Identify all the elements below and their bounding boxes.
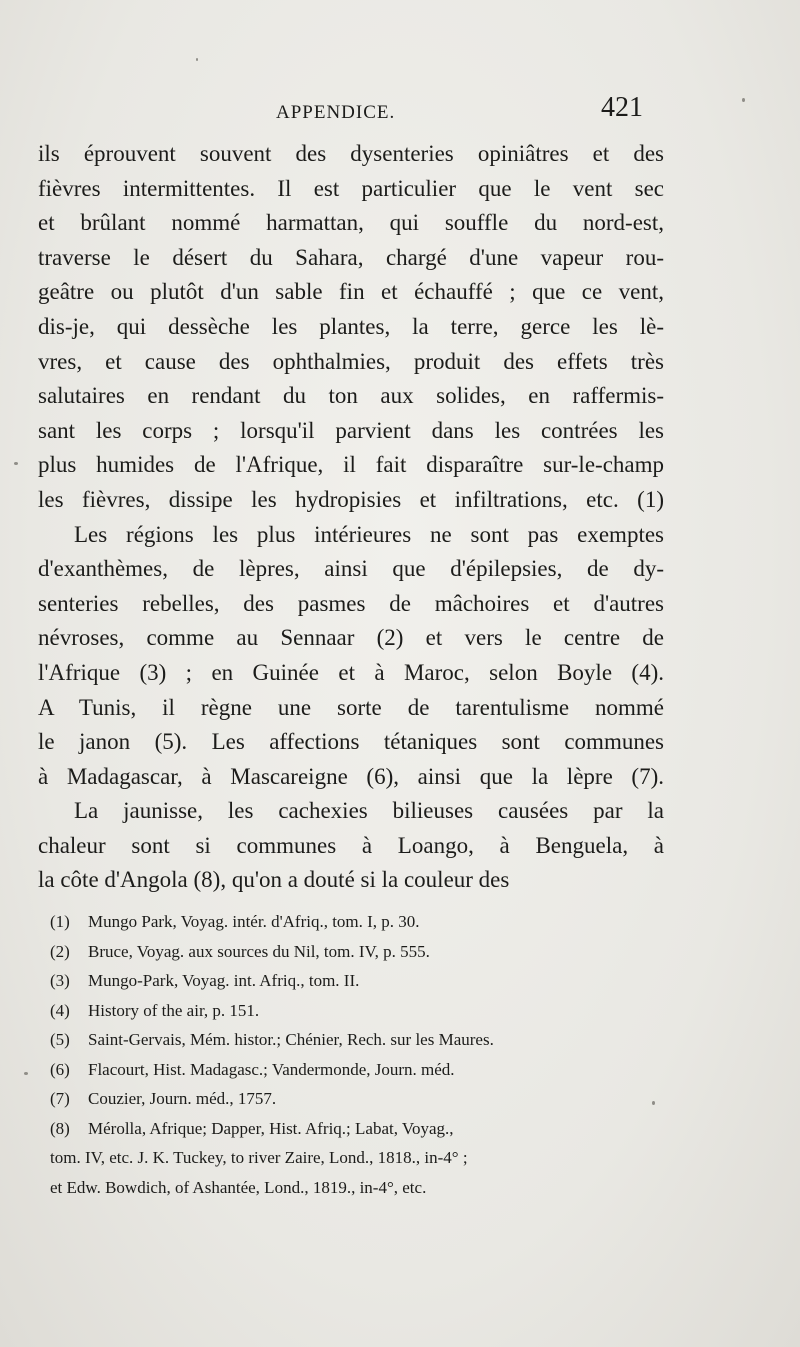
- footnote-number: (2): [50, 941, 70, 961]
- body-line: à Madagascar, à Mascareigne (6), ainsi que la lèpre (7).: [38, 763, 664, 789]
- body-line: l'Afrique (3) ; en Guinée et à Maroc, selon Boyle (4).: [38, 659, 664, 685]
- footnote: [50, 1114, 668, 1144]
- footnote: [50, 1084, 668, 1114]
- body-line: traverse le désert du Sahara, chargé d'une vapeur rou-: [38, 244, 664, 270]
- paper-speck: [196, 58, 198, 61]
- footnote-number: (7): [50, 1089, 70, 1108]
- footnote-text: Flacourt, Hist. Madagasc.; Vandermonde, Journ. méd.: [88, 1059, 455, 1079]
- body-line: fièvres intermittentes. Il est particulier que le vent sec: [38, 175, 664, 201]
- running-head-title: APPENDICE.: [276, 102, 396, 123]
- footnote-number: (6): [50, 1059, 70, 1079]
- footnote-text: Saint-Gervais, Mém. histor.; Chénier, Rech. sur les Maures.: [88, 1030, 494, 1049]
- body-line: vres, et cause des ophthalmies, produit des effets très: [38, 348, 664, 374]
- footnote-text: Mungo Park, Voyag. intér. d'Afriq., tom. I, p. 30.: [88, 912, 420, 931]
- footnote: [50, 907, 668, 937]
- footnote: [50, 966, 668, 996]
- footnote-text: Bruce, Voyag. aux sources du Nil, tom. IV, p. 555.: [88, 941, 430, 961]
- body-line: d'exanthèmes, de lèpres, ainsi que d'épilepsies, de dy-: [38, 556, 664, 582]
- footnote-number: (1): [50, 912, 70, 931]
- body-line: Les régions les plus intérieures ne sont pas exemptes: [74, 521, 664, 547]
- body-line: dis-je, qui dessèche les plantes, la terre, gerce les lè-: [38, 313, 664, 339]
- footnote-text: History of the air, p. 151.: [88, 1000, 260, 1020]
- body-line: La jaunisse, les cachexies bilieuses causées par la: [74, 798, 664, 824]
- paper-speck: [24, 1072, 28, 1075]
- body-line: sant les corps ; lorsqu'il parvient dans les contrées les: [38, 417, 664, 443]
- body-line: plus humides de l'Afrique, il fait disparaître sur-le-champ: [38, 452, 664, 478]
- running-head: [0, 92, 800, 138]
- body-line: A Tunis, il règne une sorte de tarentulisme nommé: [38, 694, 664, 720]
- paper-speck: [652, 1101, 655, 1105]
- footnote-number: (8): [50, 1118, 70, 1138]
- body-text: [38, 137, 664, 898]
- footnote: [50, 996, 668, 1026]
- body-line: geâtre ou plutôt d'un sable fin et échauffé ; que ce vent,: [38, 279, 664, 305]
- body-line: senteries rebelles, des pasmes de mâchoires et d'autres: [38, 590, 664, 616]
- page-number: 421: [601, 92, 643, 123]
- footnote-number: (5): [50, 1030, 70, 1049]
- footnote-number: (4): [50, 1000, 70, 1020]
- footnotes: [50, 907, 668, 1202]
- footnote: [50, 1025, 668, 1055]
- footnote-number: (3): [50, 971, 70, 990]
- body-line: chaleur sont si communes à Loango, à Benguela, à: [38, 832, 664, 858]
- footnote: [50, 1055, 668, 1085]
- body-line: et brûlant nommé harmattan, qui souffle du nord-est,: [38, 210, 664, 236]
- footnote-continuation-line: et Edw. Bowdich, of Ashantée, Lond., 1819., in-4°, etc.: [50, 1177, 427, 1197]
- body-line: le janon (5). Les affections tétaniques sont communes: [38, 729, 664, 755]
- footnote-text: Couzier, Journ. méd., 1757.: [88, 1089, 277, 1108]
- footnote-text: Mérolla, Afrique; Dapper, Hist. Afriq.; Labat, Voyag.,: [88, 1118, 454, 1138]
- body-line: salutaires en rendant du ton aux solides, en raffermis-: [38, 383, 664, 409]
- paper-speck: [742, 98, 745, 102]
- body-line: ils éprouvent souvent des dysenteries opiniâtres et des: [38, 141, 664, 166]
- paper-speck: [14, 462, 18, 465]
- footnote: [50, 937, 668, 967]
- footnote-text: Mungo-Park, Voyag. int. Afriq., tom. II.: [88, 971, 360, 990]
- body-line: les fièvres, dissipe les hydropisies et infiltrations, etc. (1): [38, 486, 664, 512]
- body-line: névroses, comme au Sennaar (2) et vers le centre de: [38, 625, 664, 651]
- footnote-continuation-line: tom. IV, etc. J. K. Tuckey, to river Zaire, Lond., 1818., in-4° ;: [50, 1148, 468, 1167]
- body-line: la côte d'Angola (8), qu'on a douté si la couleur des: [38, 867, 510, 893]
